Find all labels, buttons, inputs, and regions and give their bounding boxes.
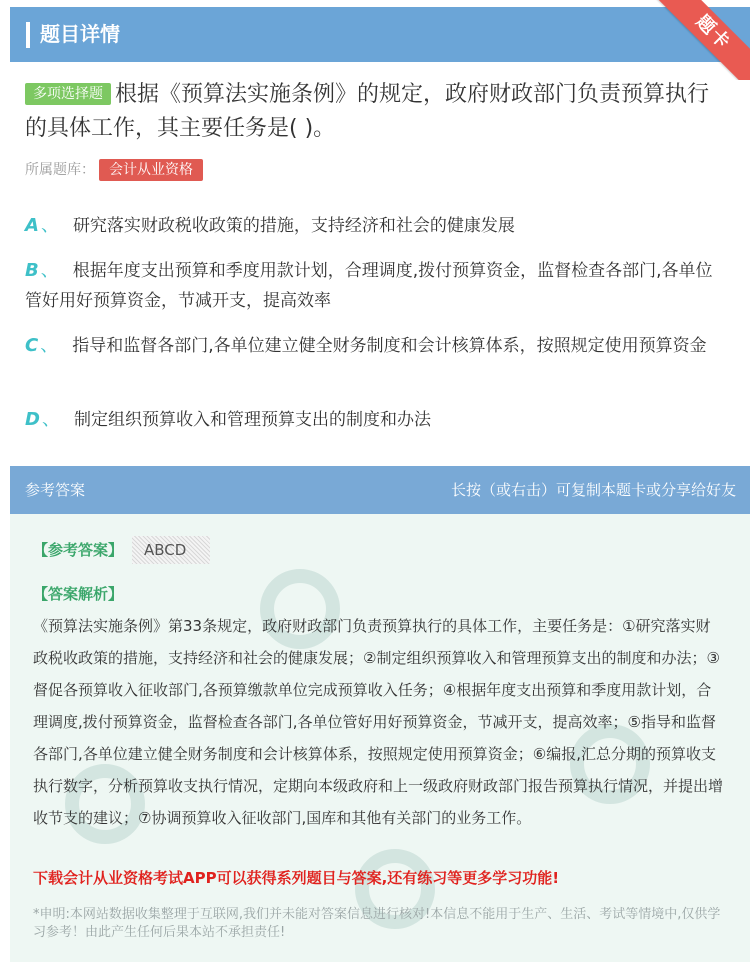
explanation-text: 《预算法实施条例》第33条规定，政府财政部门负责预算执行的具体工作，主要任务是：①研究落实财政税收政策的措施，支持经济和社会的健康发展；②制定组织预算收入和管理预算支出的制度和办法；③督促各预算收入征收部门,各预算缴款单位完成预算收入任务；④根据年度支出预算和季度用款计划，合理调度,拨付预算资金，监督检查各部门,各单位管好用好预算资金，节减开支，提高效率；⑤指导和监督各部门,各单位建立健全财务制度和会计核算体系，按照规定使用预算资金；⑥编报,汇总分期的预算收支执行数字，分析预算收支执行情况，定期向本级政府和上一级政府财政部门报告预算执行情况，并提出增收节支的建议；⑦协调预算收入征收部门,国库和其他有关部门的业务工作。 — [33, 617, 724, 827]
question-stem — [25, 78, 725, 146]
corner-ribbon — [655, 0, 750, 80]
option-text: 研究落实财政税收政策的措施，支持经济和社会的健康发展 — [72, 216, 515, 236]
bank-tag[interactable]: 会计从业资格 — [99, 159, 203, 181]
reference-answer-label: 【参考答案】 — [33, 541, 124, 559]
option-text: 制定组织预算收入和管理预算支出的制度和办法 — [73, 410, 431, 430]
option-letter: A 、 — [25, 215, 59, 236]
app-download-promo[interactable]: 下载会计从业资格考试APP可以获得系列题目与答案,还有练习等更多学习功能! — [33, 869, 560, 887]
page-header — [10, 7, 750, 62]
question-type-badge: 多项选择题 — [25, 83, 111, 105]
option-d[interactable] — [25, 405, 725, 435]
question-bank — [25, 158, 203, 182]
answer-header — [10, 466, 750, 514]
option-text: 根据年度支出预算和季度用款计划，合理调度,拨付预算资金，监督检查各部门,各单位管好用好预算资金，节减开支，提高效率 — [25, 261, 713, 311]
header-accent-bar — [26, 22, 30, 48]
answer-panel — [10, 514, 750, 962]
option-b[interactable] — [25, 256, 725, 316]
option-text: 指导和监督各部门,各单位建立健全财务制度和会计核算体系，按照规定使用预算资金 — [72, 336, 707, 356]
option-letter: C 、 — [25, 335, 59, 356]
reference-answer-value: ABCD — [132, 536, 210, 564]
page-title: 题目详情 — [40, 22, 120, 46]
option-letter: D 、 — [25, 409, 60, 430]
option-c[interactable] — [25, 331, 725, 361]
bank-label: 所属题库： — [25, 162, 95, 178]
ribbon-label: 题卡 — [691, 11, 735, 55]
option-letter: B 、 — [25, 260, 59, 281]
share-hint[interactable]: 长按（或右击）可复制本题卡或分享给好友 — [450, 481, 736, 499]
option-a[interactable] — [25, 211, 725, 241]
question-text: 根据《预算法实施条例》的规定，政府财政部门负责预算执行的具体工作，其主要任务是( )。 — [25, 82, 710, 141]
explanation-label: 【答案解析】 — [33, 585, 124, 603]
answer-header-title: 参考答案 — [25, 481, 86, 499]
disclaimer: *申明:本网站数据收集整理于互联网,我们并未能对答案信息进行核对!本信息不能用于生产、生活、考试等情境中,仅供学习参考！由此产生任何后果本站不承担责任! — [33, 907, 721, 940]
